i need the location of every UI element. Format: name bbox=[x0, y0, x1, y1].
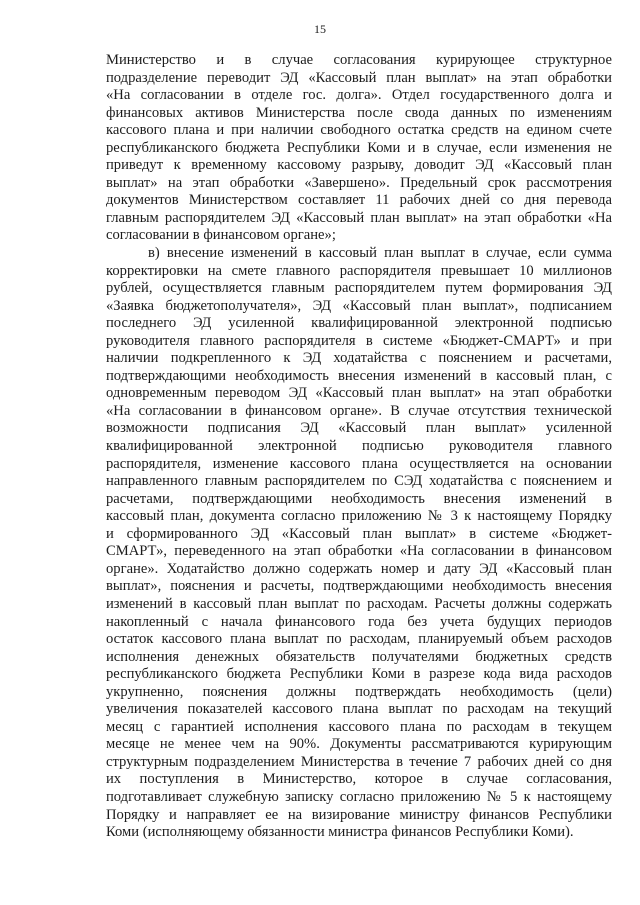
text-line: месяц с гарантией исполнения кассового плана по расходам в текущем bbox=[106, 718, 612, 735]
text-line: укрупненно, пояснения должны подтверждать необходимость (цели) bbox=[106, 683, 612, 700]
text-line: одновременным переводом ЭД «Кассовый план выплат» на этап обработки bbox=[106, 385, 612, 402]
text-line: корректировки на смете главного распорядителя превышает 10 миллионов bbox=[106, 262, 612, 279]
text-line: Коми (исполняющему обязанности министра финансов Республики Коми). bbox=[106, 824, 574, 841]
paragraph bbox=[106, 52, 612, 245]
text-line: руководителя главного распорядителя в системе «Бюджет-СМАРТ» и при bbox=[106, 332, 612, 349]
text-line: кассового плана и при наличии свободного остатка средств на едином счете bbox=[106, 122, 612, 139]
text-line: накопленный с начала финансового года без учета будущих периодов bbox=[106, 613, 612, 630]
text-line: рублей, осуществляется главным распорядителем путем формирования ЭД bbox=[106, 280, 612, 297]
text-line: Порядку и направляет ее на визирование министру финансов Республики bbox=[106, 806, 612, 823]
text-line: изменений в кассовый план выплат по расходам. Расчеты должны содержать bbox=[106, 595, 612, 612]
text-line: подтверждающими необходимость внесения изменений в кассовый план, с bbox=[106, 367, 612, 384]
text-line: выплат», пояснения и расчеты, подтверждающими необходимость внесения bbox=[106, 578, 612, 595]
text-line: «На согласовании в финансовом органе». В случае отсутствия технической bbox=[106, 402, 612, 419]
text-line: республиканского бюджета Республики Коми в разрезе кода вида расходов bbox=[106, 666, 612, 683]
document-body bbox=[106, 52, 612, 842]
text-line: органе». Ходатайство должно содержать номер и дату ЭД «Кассовый план bbox=[106, 560, 612, 577]
text-line: остаток кассового плана выплат по расходам, планируемый объем расходов bbox=[106, 631, 612, 648]
text-line: выплат» на этап обработки «Завершено». Предельный срок рассмотрения bbox=[106, 174, 612, 191]
text-line: квалифицированной электронной подписью руководителя главного bbox=[106, 438, 612, 455]
text-line: подразделение переводит ЭД «Кассовый план выплат» на этап обработки bbox=[106, 69, 612, 86]
text-line: согласовании в финансовом органе»; bbox=[106, 227, 336, 244]
text-line: Министерство и в случае согласования курирующее структурное bbox=[106, 52, 612, 68]
text-line: СМАРТ», переведенного на этап обработки «На согласовании в финансовом bbox=[106, 543, 612, 560]
text-line: структурным подразделением Министерства в течение 7 рабочих дней со дня bbox=[106, 753, 612, 770]
text-line: распорядителя, изменение кассового плана осуществляется на основании bbox=[106, 455, 612, 472]
text-line: республиканского бюджета Республики Коми и в случае, если изменения не bbox=[106, 139, 612, 156]
text-line: направленного главным распорядителем по СЭД ходатайства с пояснением и bbox=[106, 473, 612, 490]
text-line: подготавливает служебную записку согласно приложению № 5 к настоящему bbox=[106, 788, 612, 805]
text-line: в) внесение изменений в кассовый план выплат в случае, если сумма bbox=[148, 245, 612, 262]
paragraph bbox=[106, 245, 612, 842]
text-line: «На согласовании в отделе гос. долга». Отдел государственного долга и bbox=[106, 87, 612, 104]
text-line: месяце не менее чем на 90%. Документы рассматриваются курирующим bbox=[106, 736, 612, 753]
text-line: приведут к временному кассовому разрыву, доводит ЭД «Кассовый план bbox=[106, 157, 612, 174]
page-number: 15 bbox=[314, 22, 326, 36]
text-line: кассовый план, документа согласно приложению № 3 к настоящему Порядку bbox=[106, 508, 612, 525]
text-line: увеличения показателей кассового плана выплат по расходам на текущий bbox=[106, 701, 612, 718]
text-line: расчетами, подтверждающими необходимость внесения изменений в bbox=[106, 490, 612, 507]
text-line: их поступления в Министерство, которое в случае согласования, bbox=[106, 771, 612, 788]
text-line: возможности подписания ЭД «Кассовый план выплат» усиленной bbox=[106, 420, 612, 437]
text-line: документов Министерством составляет 11 рабочих дней со дня перевода bbox=[106, 192, 612, 209]
text-line: финансовых активов Министерства после свода данных по изменениям bbox=[106, 104, 612, 121]
text-line: «Заявка бюджетополучателя», ЭД «Кассовый план выплат», подписанием bbox=[106, 297, 612, 314]
text-line: главным распорядителем ЭД «Кассовый план выплат» на этап обработки «На bbox=[106, 209, 612, 226]
text-line: наличии подкрепленного к ЭД ходатайства с пояснением и расчетами, bbox=[106, 350, 612, 367]
text-line: исполнения денежных обязательств получателями бюджетных средств bbox=[106, 648, 612, 665]
text-line: последнего ЭД усиленной квалифицированной электронной подписью bbox=[106, 315, 612, 332]
text-line: и сформированного ЭД «Кассовый план выплат» в системе «Бюджет- bbox=[106, 525, 612, 542]
